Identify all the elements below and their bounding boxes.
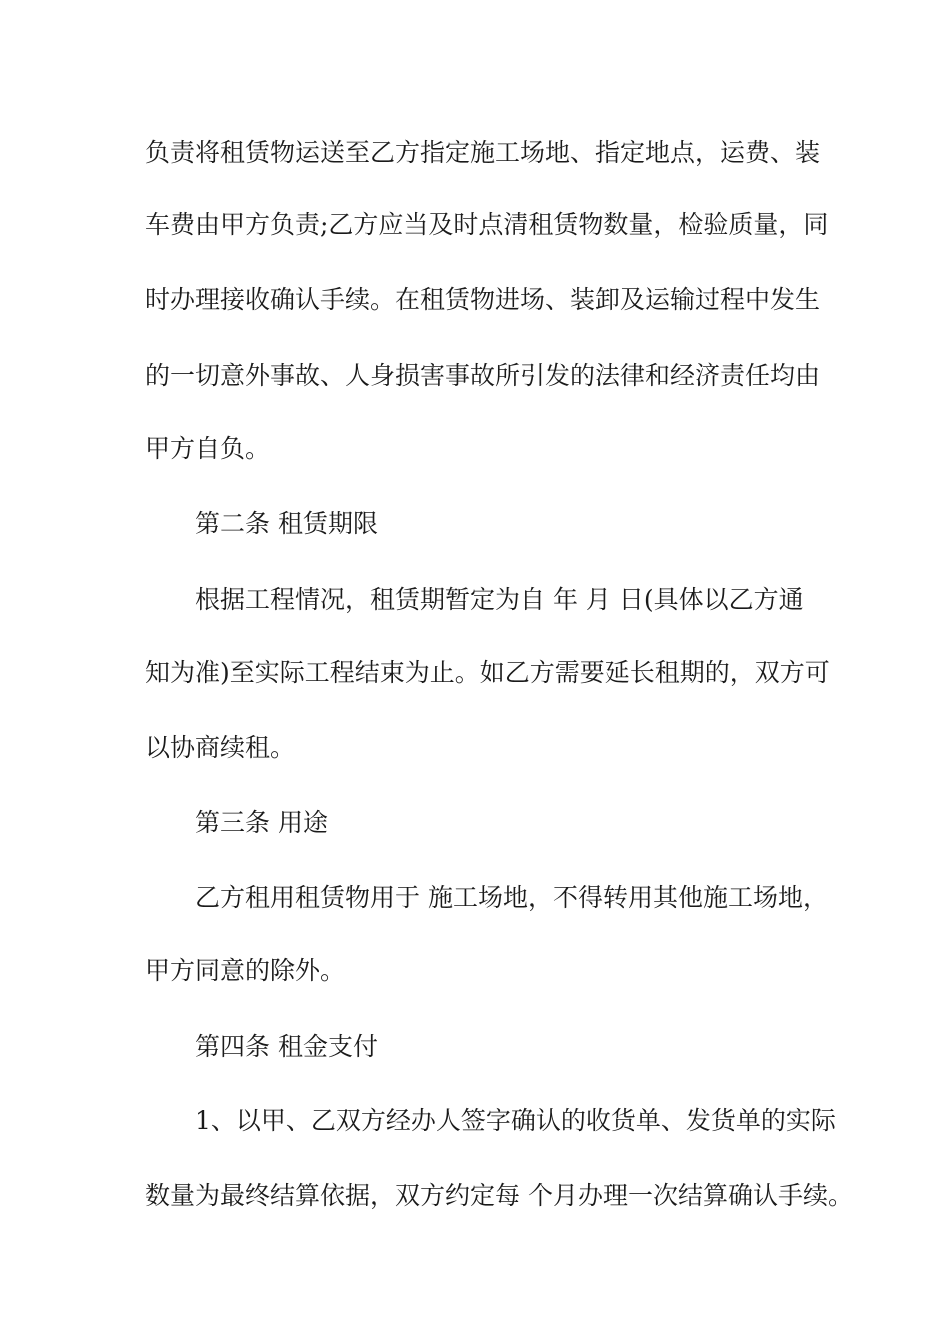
text-line: 车费由甲方负责;乙方应当及时点清租赁物数量，检验质量，同 — [145, 210, 829, 239]
section-heading: 第三条 用途 — [145, 808, 328, 837]
section-heading: 第二条 租赁期限 — [145, 509, 378, 538]
text-line: 1、以甲、乙双方经办人签字确认的收货单、发货单的实际 — [145, 1106, 836, 1135]
text-line: 知为准)至实际工程结束为止。如乙方需要延长租期的，双方可 — [145, 658, 830, 687]
text-line: 甲方同意的除外。 — [145, 956, 346, 985]
text-line: 的一切意外事故、人身损害事故所引发的法律和经济责任均由 — [145, 361, 821, 390]
text-line: 负责将租赁物运送至乙方指定施工场地、指定地点，运费、装 — [145, 138, 821, 167]
text-line: 甲方自负。 — [145, 434, 271, 463]
text-line: 根据工程情况，租赁期暂定为自 年 月 日(具体以乙方通 — [145, 585, 804, 614]
text-line: 时办理接收确认手续。在租赁物进场、装卸及运输过程中发生 — [145, 285, 821, 314]
section-heading: 第四条 租金支付 — [145, 1032, 378, 1061]
text-line: 以协商续租。 — [145, 733, 296, 762]
text-line: 数量为最终结算依据，双方约定每 个月办理一次结算确认手续。 — [145, 1181, 853, 1210]
text-line: 乙方租用租赁物用于 施工场地，不得转用其他施工场地， — [145, 883, 828, 912]
